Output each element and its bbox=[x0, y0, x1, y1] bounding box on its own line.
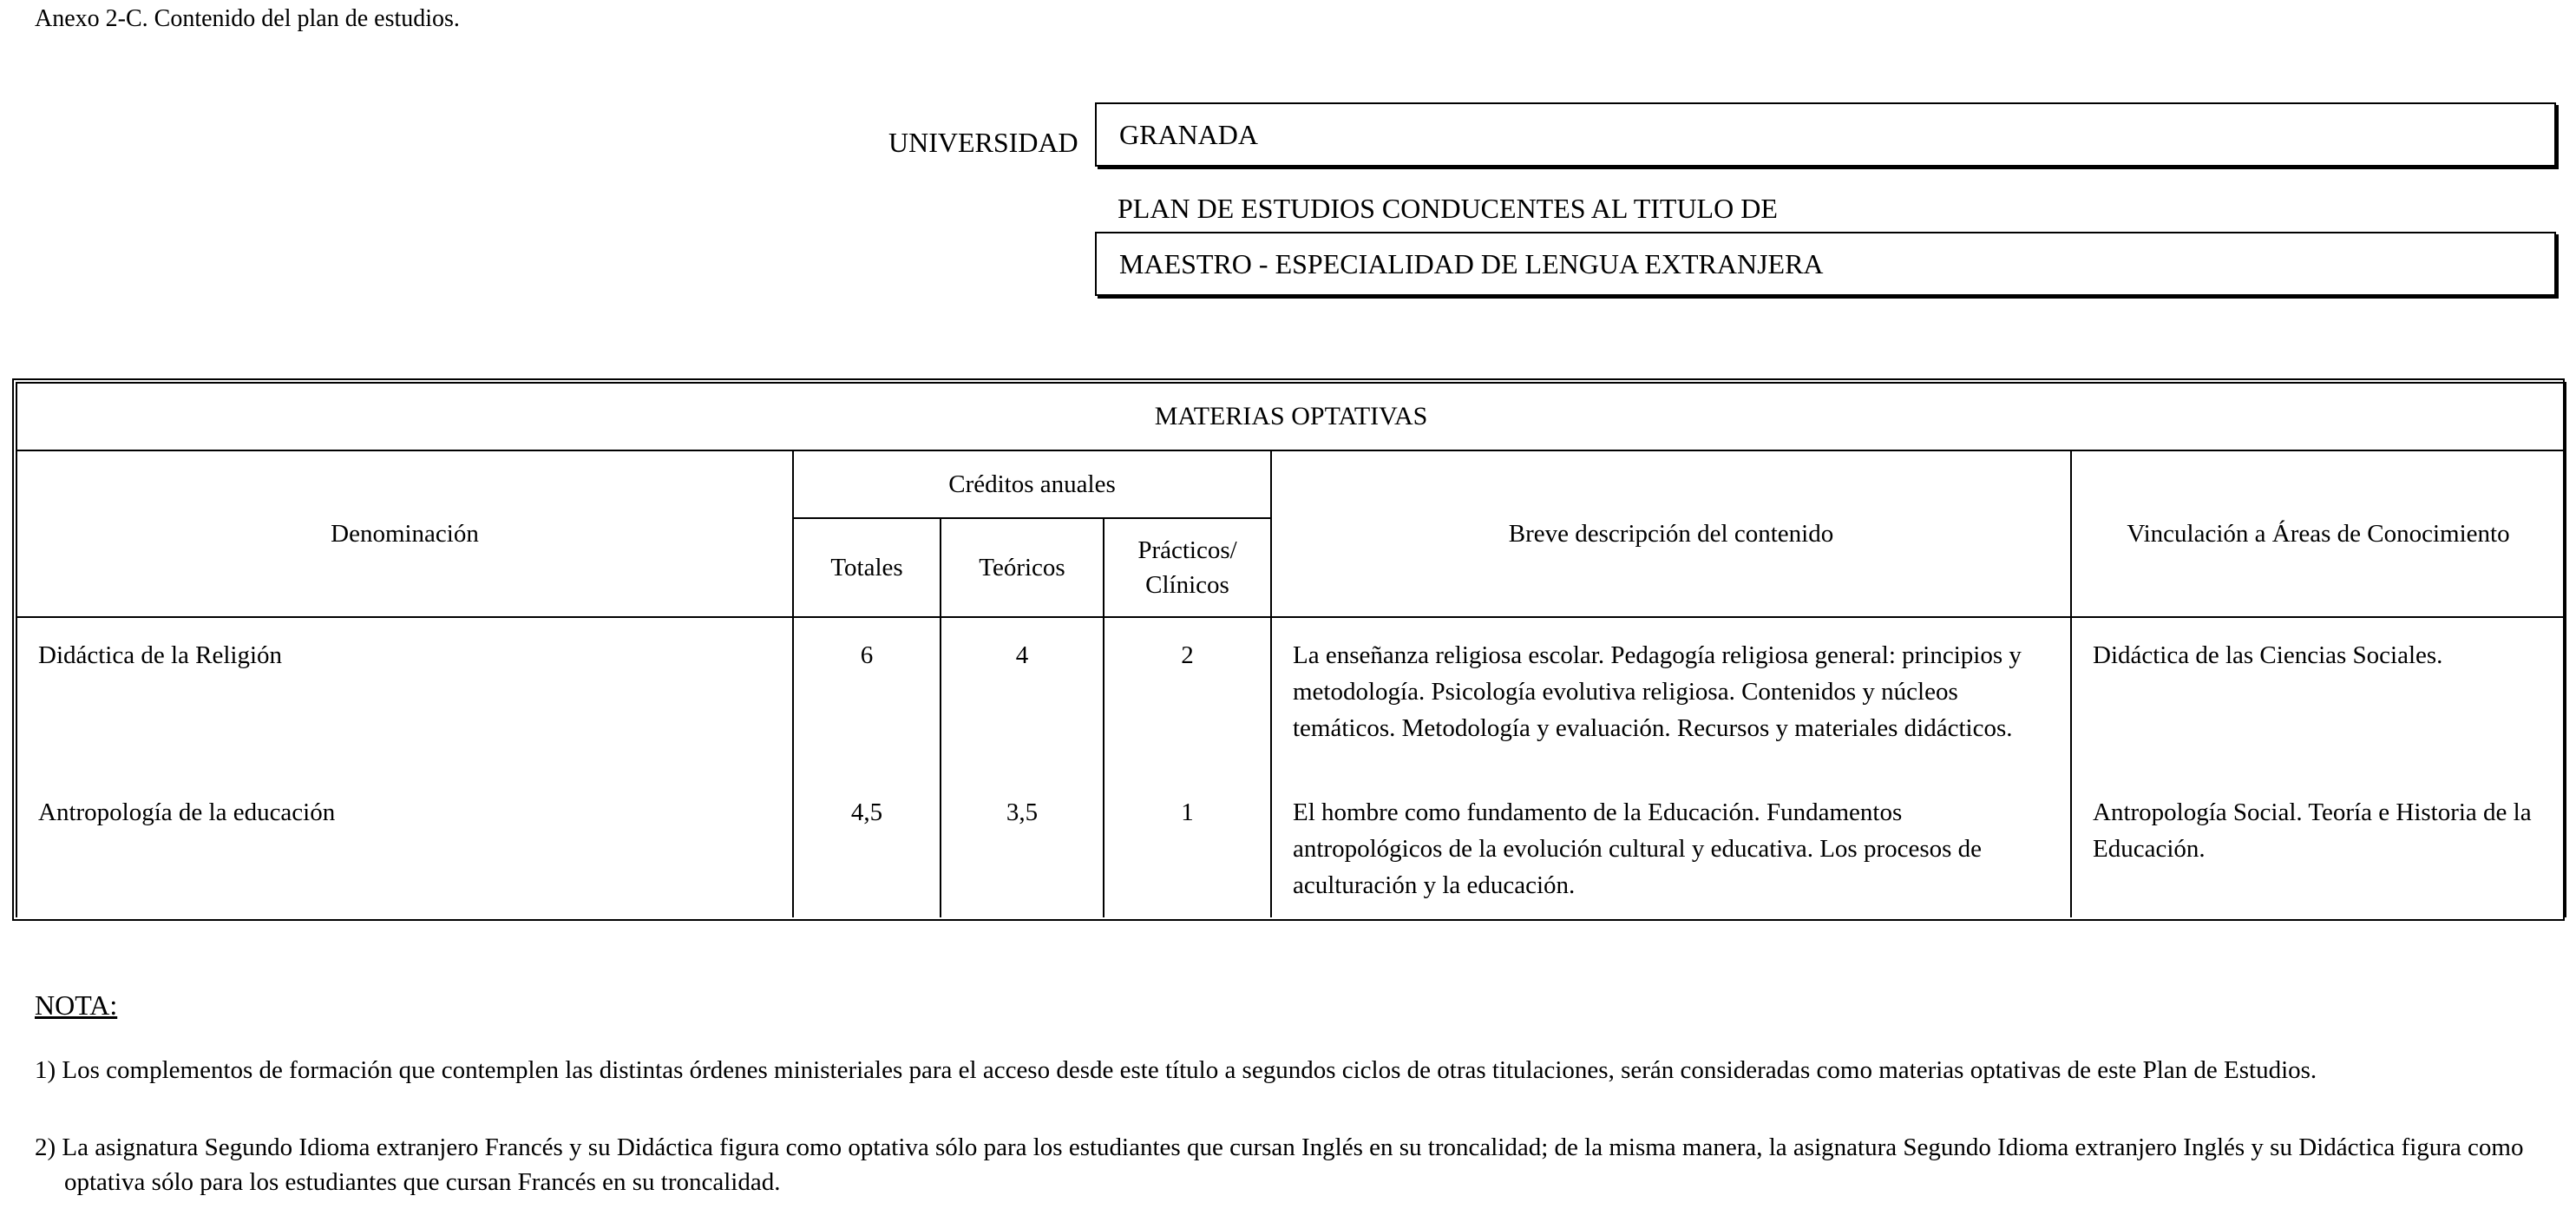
header-descripcion: Breve descripción del contenido bbox=[1271, 450, 2071, 617]
university-label: UNIVERSIDAD bbox=[888, 127, 1078, 158]
row-denominacion: Didáctica de la Religión bbox=[16, 617, 793, 787]
row-teoricos: 3,5 bbox=[941, 787, 1104, 917]
header-denominacion: Denominación bbox=[16, 450, 793, 617]
note-item: 2) La asignatura Segundo Idioma extranjero Francés y su Didáctica figura como optativa sólo para los estudiantes que cursan Inglés en su troncalidad; de la misma manera, la asignatura Segundo Idioma extranjero Inglés y su Didáctica figura como optativa sólo para los estudiantes que cursan Francés en su troncalidad. bbox=[35, 1133, 2524, 1196]
optional-subjects-table bbox=[12, 378, 2565, 921]
header-creditos: Créditos anuales bbox=[793, 450, 1271, 518]
table-row bbox=[16, 787, 2566, 917]
degree-value: MAESTRO - ESPECIALIDAD DE LENGUA EXTRANJERA bbox=[1095, 232, 2556, 296]
table-row bbox=[16, 617, 2566, 787]
header-totales: Totales bbox=[793, 518, 941, 617]
header-teoricos: Teóricos bbox=[941, 518, 1104, 617]
header-practicos-line1: Prácticos/ bbox=[1137, 536, 1237, 564]
row-vinculacion: Didáctica de las Ciencias Sociales. bbox=[2071, 617, 2566, 787]
header-practicos bbox=[1104, 518, 1271, 617]
row-denominacion: Antropología de la educación bbox=[16, 787, 793, 917]
university-value: GRANADA bbox=[1095, 102, 2556, 167]
table-title: MATERIAS OPTATIVAS bbox=[16, 383, 2566, 450]
row-practicos: 1 bbox=[1104, 787, 1271, 917]
header-practicos-line2: Clínicos bbox=[1145, 571, 1229, 599]
row-vinculacion: Antropología Social. Teoría e Historia de la Educación. bbox=[2071, 787, 2566, 917]
row-totales: 4,5 bbox=[793, 787, 941, 917]
row-teoricos: 4 bbox=[941, 617, 1104, 787]
row-totales: 6 bbox=[793, 617, 941, 787]
row-practicos: 2 bbox=[1104, 617, 1271, 787]
row-descripcion: El hombre como fundamento de la Educación. Fundamentos antropológicos de la evolución cultural y educativa. Los procesos de aculturación y la educación. bbox=[1271, 787, 2071, 917]
header-vinculacion: Vinculación a Áreas de Conocimiento bbox=[2071, 450, 2566, 617]
plan-label: PLAN DE ESTUDIOS CONDUCENTES AL TITULO DE bbox=[1118, 193, 1778, 224]
notes-heading: NOTA: bbox=[35, 989, 118, 1021]
note-item: 1) Los complementos de formación que contemplen las distintas órdenes ministeriales para el acceso desde este título a segundos ciclos de otras titulaciones, serán consideradas como materias optativas de este Plan de Estudios. bbox=[35, 1056, 2317, 1084]
row-descripcion: La enseñanza religiosa escolar. Pedagogía religiosa general: principios y metodología. Psicología evolutiva religiosa. Contenidos y núcleos temáticos. Metodología y evaluación. Recursos y materiales didácticos. bbox=[1271, 617, 2071, 787]
annex-title: Anexo 2-C. Contenido del plan de estudios. bbox=[35, 5, 460, 32]
